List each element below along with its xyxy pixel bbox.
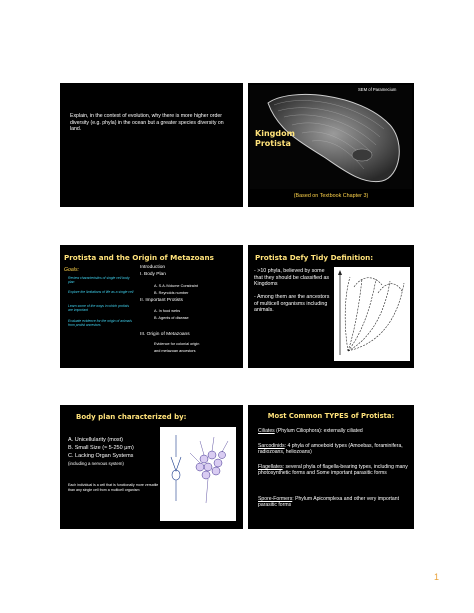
term-ciliates: Ciliates	[258, 428, 275, 434]
feature-c-note: (including a nervous system)	[68, 461, 124, 466]
sem-label: SEM of Paramecium	[358, 87, 397, 92]
slide-3	[60, 245, 243, 368]
outline-ii-a: A. In food webs	[154, 309, 181, 313]
term-flagellates: Flagellates	[258, 464, 283, 470]
versatility-note: Each individual is a cell that is functionally more versatile than any single cell from a multicell organism	[68, 483, 159, 492]
type-ciliates	[258, 428, 408, 434]
slide-2	[248, 83, 414, 207]
caption-b: (B) Sessil choanflagellate	[198, 504, 220, 512]
feature-c: C. Lacking Organ Systems	[68, 453, 134, 459]
bullet-phyla: - >10 phyla, believed by some that they should be classified as Kingdoms	[254, 268, 330, 288]
bullet-ancestors: - Among them are the ancestors of multicell organisms including animals.	[254, 294, 330, 314]
goal-item: Evaluate evidence for the origin of animals from protist ancestors	[68, 319, 132, 328]
goal-item: Explore the limitations of life as a single cell	[68, 290, 134, 294]
slide4-title: Protista Defy Tidy Definition:	[255, 253, 374, 262]
slide-1	[60, 83, 243, 207]
desc-sarcodinids: : 4 phyla of amoeboid types (Amoebas, foraminifera, radiozoans, heliozoans)	[258, 443, 403, 456]
outline-i-b: B. Reynolds number	[154, 291, 189, 295]
desc-flagellates: : several phyla of flagella-bearing types, including many photosynthetic forms and Some important parasitic forms	[258, 464, 408, 477]
feature-a: A. Unicellularity (most)	[68, 437, 124, 443]
term-spore-formers: Spore-Formers	[258, 496, 293, 502]
term-sarcodinids: Sarcodinids	[258, 443, 285, 449]
type-sarcodinids	[258, 443, 408, 456]
slide-4	[248, 245, 414, 368]
goal-item: Review characteristics of single cell body plan	[68, 276, 130, 285]
phylogeny-diagram	[334, 267, 410, 361]
caption-a: (A) Idina choanflagellate	[164, 504, 186, 512]
type-spore-formers	[258, 496, 408, 509]
outline-i-a: A. S.A./Volume Constraint	[154, 284, 198, 288]
kingdom-protista-title	[255, 129, 295, 148]
outline-iii: III. Origin of Metazoans	[140, 332, 190, 337]
goals-label: Goals:	[64, 267, 79, 273]
type-flagellates	[258, 464, 408, 477]
outline-iii-a: Evidence for colonial origin	[154, 342, 200, 346]
outline-i: I. Body Plan	[140, 272, 166, 277]
page-number: 1	[434, 572, 440, 582]
desc-ciliates: (Phylum Ciliophora): externally ciliated	[274, 428, 363, 434]
textbook-note: (Based on Textbook Chapter 3)	[293, 193, 369, 199]
slide5-title: Body plan characterized by:	[76, 413, 187, 421]
slide-5	[60, 405, 243, 529]
outline-iii-b: and metazoan ancestors	[154, 349, 196, 353]
outline-ii-b: B. Agents of disease	[154, 316, 189, 320]
goal-item: Learn some of the ways in which protists are important	[68, 304, 130, 313]
feature-b: B. Small Size (≈ 5-250 μm)	[68, 445, 134, 451]
title-line-1: Kingdom	[255, 129, 295, 138]
slide3-title: Protista and the Origin of Metazoans	[64, 253, 214, 262]
slide1-question-text: Explain, in the context of evolution, why there is more higher order diversity (e.g. phyla) in the ocean but a greater species diversity on land.	[70, 113, 224, 132]
outline-ii: II. Important Protists	[140, 298, 183, 303]
title-line-2: Protista	[255, 138, 291, 148]
outline-intro: Introduction	[140, 265, 166, 270]
desc-spore-formers: : Phylum Apicomplexa and other very important parasitic forms	[258, 496, 399, 509]
slide-6	[248, 405, 414, 529]
slide6-title: Most Common TYPES of Protista:	[267, 412, 395, 420]
